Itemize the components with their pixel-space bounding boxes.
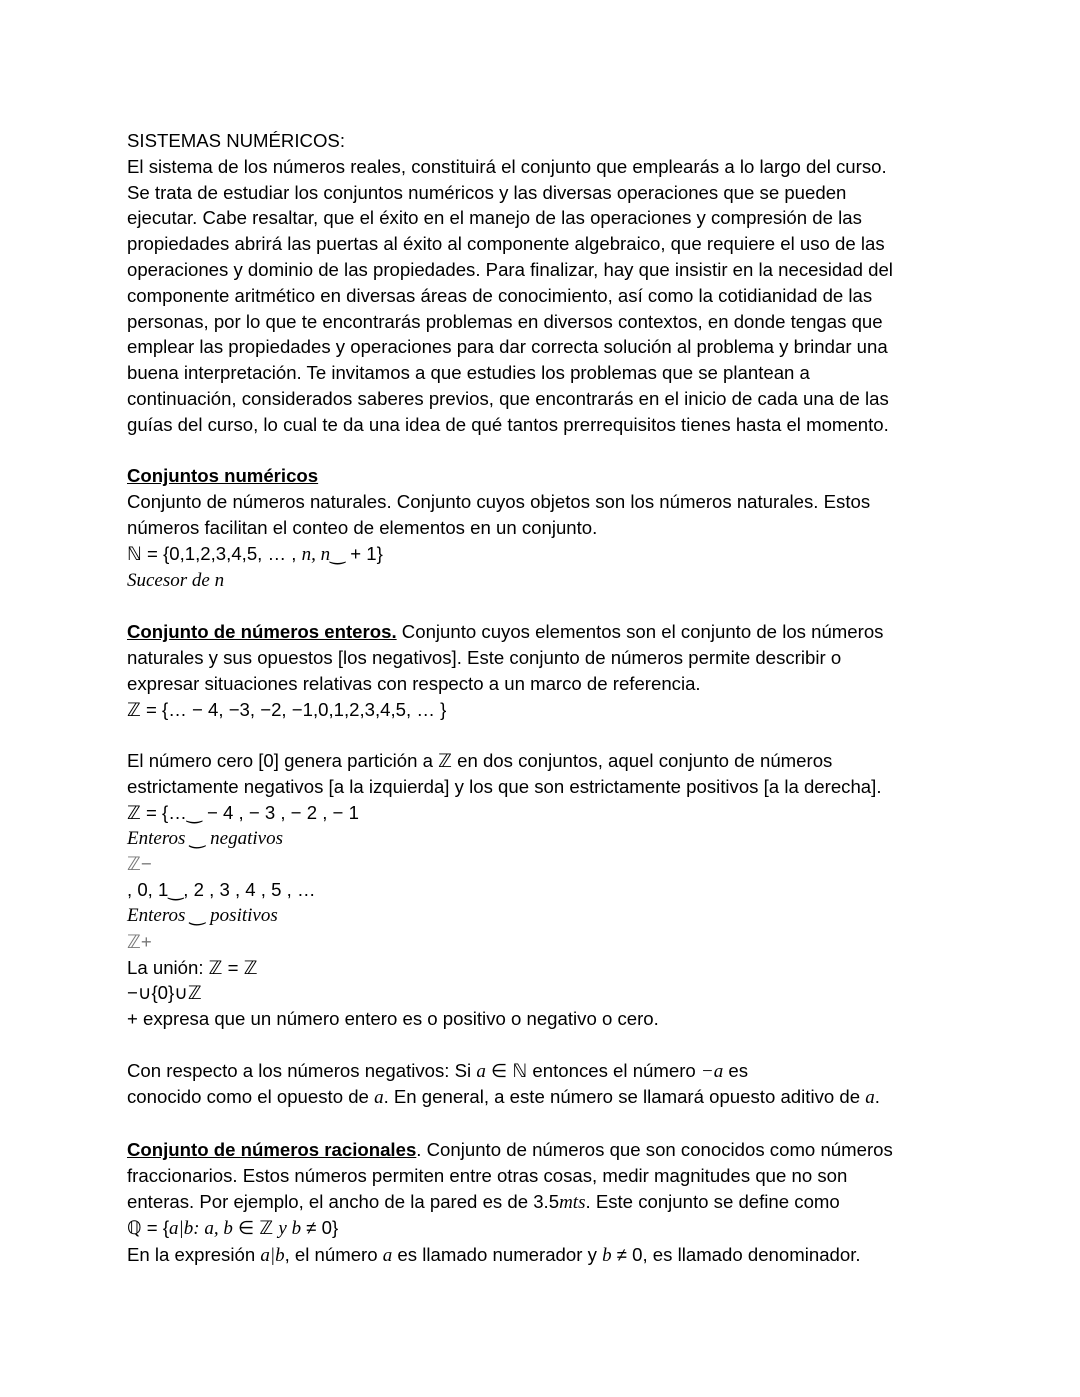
union-formula: −∪{0}∪ℤ: [127, 982, 202, 1004]
sucesor-note: Sucesor de n: [127, 569, 225, 591]
positive-label: Enteros ‿ positivos: [127, 904, 278, 926]
intro-line: emplear las propiedades y operaciones para dar correcta solución al problema y brindar una: [127, 336, 888, 358]
negative-label: Enteros ‿ negativos: [127, 827, 283, 849]
paragraph-line: números facilitan el conteo de elementos en un conjunto.: [127, 516, 598, 538]
z-minus-symbol: ℤ−: [127, 853, 152, 875]
intro-line: ejecutar. Cabe resaltar, que el éxito en el manejo de las operaciones y compresión de las: [127, 207, 862, 229]
paragraph-line: expresar situaciones relativas con respecto a un marco de referencia.: [127, 672, 701, 694]
section-heading: Conjunto de números enteros.: [127, 621, 397, 643]
section-heading: Conjuntos numéricos: [127, 465, 319, 487]
intro-line: continuación, considerados saberes previos, que encontrarás en el inicio de cada una de las: [127, 387, 889, 409]
enteros-formula: ℤ = {… − 4, −3, −2, −1,0,1,2,3,4,5, … }: [127, 698, 447, 720]
intro-line: personas, por lo que te encontrarás problemas en diversos contextos, en donde tengas que: [127, 310, 883, 332]
document-page: [127, 128, 947, 1269]
paragraph-line: Conjunto de números enteros. Conjunto cuyos elementos son el conjunto de los números: [127, 621, 884, 643]
paragraph-line: fraccionarios. Estos números permiten entre otras cosas, medir magnitudes que no son: [127, 1164, 848, 1186]
racionales-section: [127, 1137, 947, 1269]
page-title: SISTEMAS NUMÉRICOS:: [127, 130, 345, 151]
union-line: La unión: ℤ = ℤ: [127, 956, 258, 978]
intro-line: buena interpretación. Te invitamos a que estudies los problemas que se plantean a: [127, 362, 810, 384]
z-negative-formula: ℤ = {…‿ − 4 , − 3 , − 2 , − 1: [127, 801, 359, 823]
paragraph-line: El número cero [0] genera partición a ℤ en dos conjuntos, aquel conjunto de números: [127, 750, 833, 772]
intro-line: operaciones y dominio de las propiedades. Para finalizar, hay que insistir en la necesidad del: [127, 258, 893, 280]
negativos-section: [127, 1058, 947, 1112]
paragraph-line: Conjunto de números racionales. Conjunto de números que son conocidos como números: [127, 1139, 893, 1161]
cero-section: [127, 748, 947, 1032]
paragraph-line: conocido como el opuesto de a. En general, a este número se llamará opuesto aditivo de a.: [127, 1086, 880, 1109]
paragraph-line: estrictamente negativos [a la izquierda] y los que son estrictamente positivos [a la derecha].: [127, 775, 882, 797]
paragraph-line: Conjunto de números naturales. Conjunto cuyos objetos son los números naturales. Estos: [127, 491, 871, 513]
enteros-section: [127, 619, 947, 722]
paragraph-line: naturales y sus opuestos [los negativos]. Este conjunto de números permite describir o: [127, 646, 842, 668]
paragraph-line: Con respecto a los números negativos: Si a ∈ ℕ entonces el número −a es: [127, 1059, 749, 1082]
racionales-formula: ℚ = {a|b: a, b ∈ ℤ y b ≠ 0}: [127, 1217, 339, 1240]
z-positive-formula: , 0, 1‿, 2 , 3 , 4 , 5 , …: [127, 879, 316, 901]
intro-line: componente aritmético en diversas áreas de conocimiento, así como la cotidianidad de las: [127, 284, 873, 306]
naturales-section: [127, 463, 947, 593]
paragraph-line: En la expresión a|b, el número a es llamado numerador y b ≠ 0, es llamado denominador.: [127, 1244, 861, 1267]
naturales-formula: ℕ = {0,1,2,3,4,5, … , n, n‿ + 1}: [127, 542, 383, 565]
z-plus-symbol: ℤ+: [127, 930, 152, 952]
intro-line: guías del curso, lo cual te da una idea de qué tantos prerrequisitos tienes hasta el momento.: [127, 413, 889, 435]
intro-line: Se trata de estudiar los conjuntos numéricos y las diversas operaciones que se pueden: [127, 181, 847, 203]
intro-line: propiedades abrirá las puertas al éxito al componente algebraico, que requiere el uso de las: [127, 233, 885, 255]
intro-line: El sistema de los números reales, constituirá el conjunto que emplearás a lo largo del curso.: [127, 155, 887, 177]
paragraph-line: enteras. Por ejemplo, el ancho de la pared es de 3.5mts. Este conjunto se define como: [127, 1190, 840, 1213]
union-explanation: + expresa que un número entero es o positivo o negativo o cero.: [127, 1008, 659, 1030]
section-heading: Conjunto de números racionales: [127, 1139, 417, 1161]
intro-paragraph: [127, 154, 947, 438]
